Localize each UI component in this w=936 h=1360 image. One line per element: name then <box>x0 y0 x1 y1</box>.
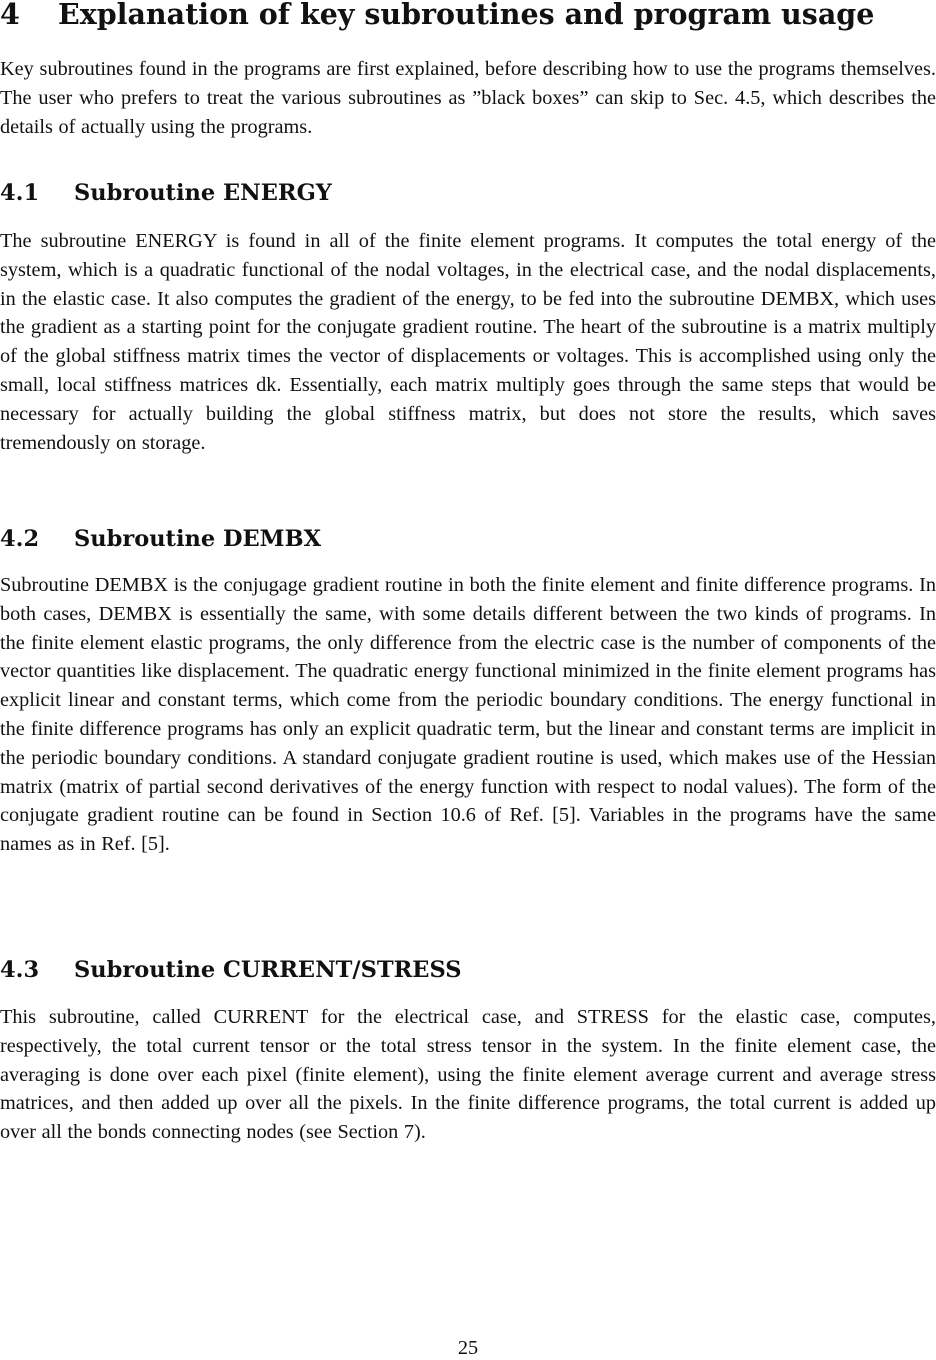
subsection-paragraph-energy: The subroutine ENERGY is found in all of the finite element programs. It computes the total energy of the system, which is a quadratic functional of the nodal voltages, in the electrical case, and the nodal displacements, in the elastic case. It also computes the gradient of the energy, to be fed into the subroutine DEMBX, which uses the gradient as a starting point for the conjugate gradient routine. The heart of the subroutine is a matrix multiply of the global stiffness matrix times the vector of displacements or voltages. This is accomplished using only the small, local stiffness matrices dk. Essentially, each matrix multiply goes through the same steps that would be necessary for actually building the global stiffness matrix, but does not store the results, which saves tremendously on storage. <box>0 230 936 454</box>
subsection-number: 4.2 <box>0 526 40 552</box>
section-heading <box>0 0 936 34</box>
subsection-title: Subroutine CURRENT/STRESS <box>74 957 462 983</box>
section-number: 4 <box>0 0 20 31</box>
page-number: 25 <box>457 1337 479 1359</box>
subsection-heading-current-stress <box>0 955 936 985</box>
subsection-paragraph-current-stress: This subroutine, called CURRENT for the electrical case, and STRESS for the elastic case, computes, respectively, the total current tensor or the total stress tensor in the system. In the finite element case, the averaging is done over each pixel (finite element), using the finite element average current and average stress matrices, and then added up over all the pixels. In the finite difference programs, the total current is added up over all the bonds connecting nodes (see Section 7). <box>0 1006 936 1144</box>
section-intro-paragraph: Key subroutines found in the programs are first explained, before describing how to use the programs themselves. The user who prefers to treat the various subroutines as ”black boxes” can skip to Sec. 4.5, which describes the details of actually using the programs. <box>0 58 936 138</box>
subsection-paragraph-dembx: Subroutine DEMBX is the conjugage gradient routine in both the finite element and finite difference programs. In both cases, DEMBX is essentially the same, with some details different between the two kinds of programs. In the finite element elastic programs, the only difference from the electric case is the number of components of the vector quantities like displacement. The quadratic energy functional minimized in the finite element programs has explicit linear and constant terms, which come from the periodic boundary conditions. The energy functional in the finite difference programs has only an explicit quadratic term, but the linear and constant terms are implicit in the periodic boundary conditions. A standard conjugate gradient routine is used, which makes use of the Hessian matrix (matrix of partial second derivatives of the energy function with respect to nodal values). The form of the conjugate gradient routine can be found in Section 10.6 of Ref. [5]. Variables in the programs have the same names as in Ref. [5]. <box>0 574 936 856</box>
section-title: Explanation of key subroutines and program usage <box>58 0 875 31</box>
subsection-number: 4.1 <box>0 180 40 206</box>
subsection-heading-dembx <box>0 524 936 554</box>
subsection-heading-energy <box>0 178 936 208</box>
subsection-title: Subroutine ENERGY <box>74 180 332 206</box>
subsection-title: Subroutine DEMBX <box>74 526 322 552</box>
subsection-number: 4.3 <box>0 957 40 983</box>
